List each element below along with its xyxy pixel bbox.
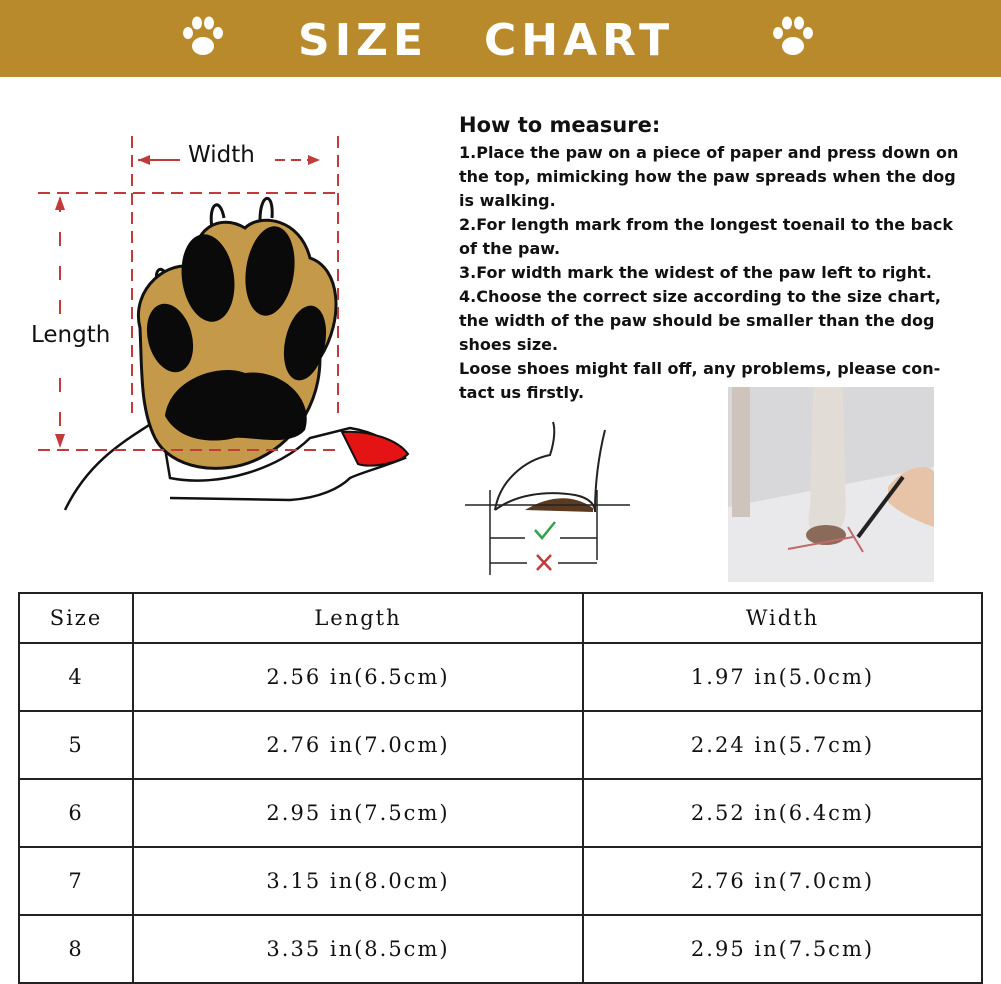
- table-row: [19, 915, 982, 983]
- width-label: Width: [185, 142, 258, 168]
- header-width: Width: [583, 593, 982, 643]
- table-row: [19, 779, 982, 847]
- header-length: Length: [133, 593, 583, 643]
- instruction-line: Loose shoes might fall off, any problems, please con-: [459, 359, 941, 378]
- length-cell: 2.76 in(7.0cm): [133, 711, 583, 779]
- instruction-line: 3.For width mark the widest of the paw left to right.: [459, 263, 932, 282]
- size-cell: 5: [19, 711, 133, 779]
- width-cell: 2.52 in(6.4cm): [583, 779, 982, 847]
- length-cell: 3.35 in(8.5cm): [133, 915, 583, 983]
- size-cell: 4: [19, 643, 133, 711]
- size-cell: 7: [19, 847, 133, 915]
- instruction-line: 2.For length mark from the longest toenail to the back: [459, 215, 954, 234]
- length-cell: 2.95 in(7.5cm): [133, 779, 583, 847]
- check-mark-icon: [535, 522, 555, 538]
- length-cell: 3.15 in(8.0cm): [133, 847, 583, 915]
- instruction-line: shoes size.: [459, 335, 559, 354]
- width-cell: 2.24 in(5.7cm): [583, 711, 982, 779]
- dog-paw-icon: [20, 118, 430, 518]
- instruction-line: 4.Choose the correct size according to the size chart,: [459, 287, 941, 306]
- paw-photo: [728, 387, 934, 582]
- how-to-measure-title: How to measure:: [459, 113, 661, 137]
- cross-mark-icon: [537, 555, 551, 570]
- instruction-line: the top, mimicking how the paw spreads when the dog: [459, 167, 956, 186]
- instruction-line: of the paw.: [459, 239, 561, 258]
- paw-side-sketch: [455, 420, 635, 580]
- paw-print-icon: [178, 13, 228, 63]
- how-to-measure-section: [459, 113, 959, 405]
- table-row: [19, 711, 982, 779]
- table-row: [19, 847, 982, 915]
- width-cell: 2.76 in(7.0cm): [583, 847, 982, 915]
- length-label: Length: [28, 322, 113, 348]
- table-header-row: [19, 593, 982, 643]
- instruction-line: the width of the paw should be smaller than the dog: [459, 311, 935, 330]
- width-cell: 1.97 in(5.0cm): [583, 643, 982, 711]
- size-cell: 8: [19, 915, 133, 983]
- length-cell: 2.56 in(6.5cm): [133, 643, 583, 711]
- width-cell: 2.95 in(7.5cm): [583, 915, 982, 983]
- instruction-line: 1.Place the paw on a piece of paper and press down on: [459, 143, 959, 162]
- size-cell: 6: [19, 779, 133, 847]
- banner-title-size: SIZE: [298, 15, 429, 66]
- paw-measurement-diagram: [20, 118, 430, 518]
- table-row: [19, 643, 982, 711]
- paw-print-icon: [768, 13, 818, 63]
- header-size: Size: [19, 593, 133, 643]
- instruction-line: is walking.: [459, 191, 556, 210]
- size-chart-banner: [0, 0, 1001, 77]
- instruction-line: tact us firstly.: [459, 383, 585, 402]
- banner-title-chart: CHART: [484, 15, 675, 66]
- size-chart-table: [18, 592, 983, 984]
